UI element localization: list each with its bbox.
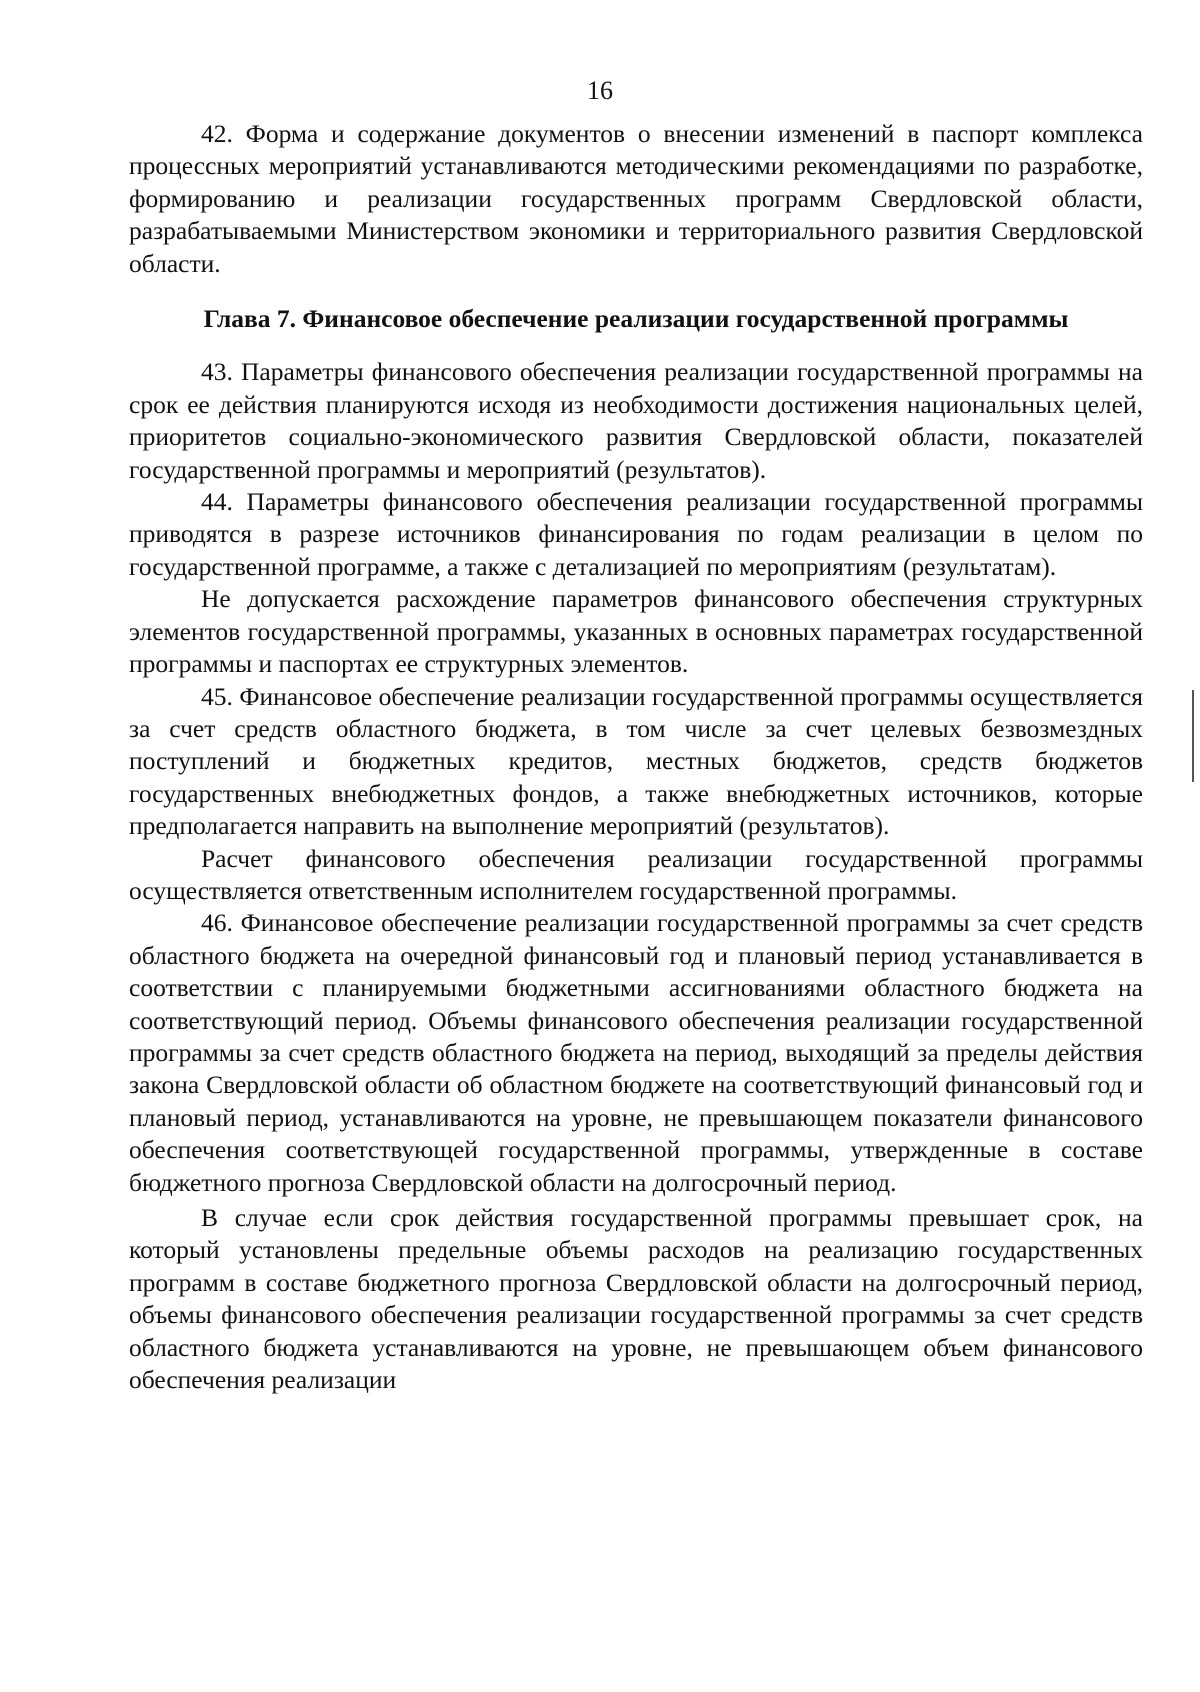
scan-edge-mark bbox=[1192, 690, 1194, 782]
chapter-heading: Глава 7. Финансовое обеспечение реализации государственной программы bbox=[203, 304, 1069, 334]
paragraph-43: 43. Параметры финансового обеспечения реализации государственной программы на срок ее действия планируются исходя из необходимости достижения национальных целей, приоритетов социально-экономического развития Свердловской области, показателей государственной программы и мероприятий (результатов). bbox=[129, 357, 1143, 484]
document-body bbox=[129, 118, 1143, 1396]
paragraph-44-continuation: Не допускается расхождение параметров финансового обеспечения структурных элементов государственной программы, указанных в основных параметрах государственной программы и паспортах ее структурных элементов. bbox=[129, 584, 1143, 679]
paragraph-42: 42. Форма и содержание документов о внесении изменений в паспорт комплекса процессных мероприятий устанавливаются методическими рекомендациями по разработке, формированию и реализации государственных программ Свердловской области, разрабатываемыми Министерством экономики и территориального развития Свердловской области. bbox=[129, 119, 1143, 278]
paragraph-46-continuation: В случае если срок действия государственной программы превышает срок, на который установлены предельные объемы расходов на реализацию государственных программ в составе бюджетного прогноза Свердловской области на долгосрочный период, объемы финансового обеспечения реализации государственной программы за счет средств областного бюджета устанавливаются на уровне, не превышающем объем финансового обеспечения реализации bbox=[129, 1203, 1143, 1395]
paragraph-45: 45. Финансовое обеспечение реализации государственной программы осуществляется за счет средств областного бюджета, в том числе за счет целевых безвозмездных поступлений и бюджетных кредитов, местных бюджетов, средств бюджетов государственных внебюджетных фондов, а также внебюджетных источников, которые предполагается направить на выполнение мероприятий (результатов). bbox=[129, 681, 1143, 841]
paragraph-44: 44. Параметры финансового обеспечения реализации государственной программы приводятся в разрезе источников финансирования по годам реализации в целом по государственной программе, а также с детализацией по мероприятиям (результатам). bbox=[129, 487, 1143, 581]
paragraph-45-continuation: Расчет финансового обеспечения реализации государственной программы осуществляется ответственным исполнителем государственной программы. bbox=[129, 843, 1143, 905]
page-number: 16 bbox=[587, 76, 613, 105]
paragraph-46: 46. Финансовое обеспечение реализации государственной программы за счет средств областного бюджета на очередной финансовый год и плановый период устанавливается в соответствии с планируемыми бюджетными ассигнованиями областного бюджета на соответствующий период. Объемы финансового обеспечения реализации государственной программы за счет средств областного бюджета на период, выходящий за пределы действия закона Свердловской области об областном бюджете на соответствующий финансовый год и плановый период, устанавливаются на уровне, не превышающем показатели финансового обеспечения соответствующей государственной программы, утвержденные в составе бюджетного прогноза Свердловской области на долгосрочный период. bbox=[129, 908, 1143, 1197]
